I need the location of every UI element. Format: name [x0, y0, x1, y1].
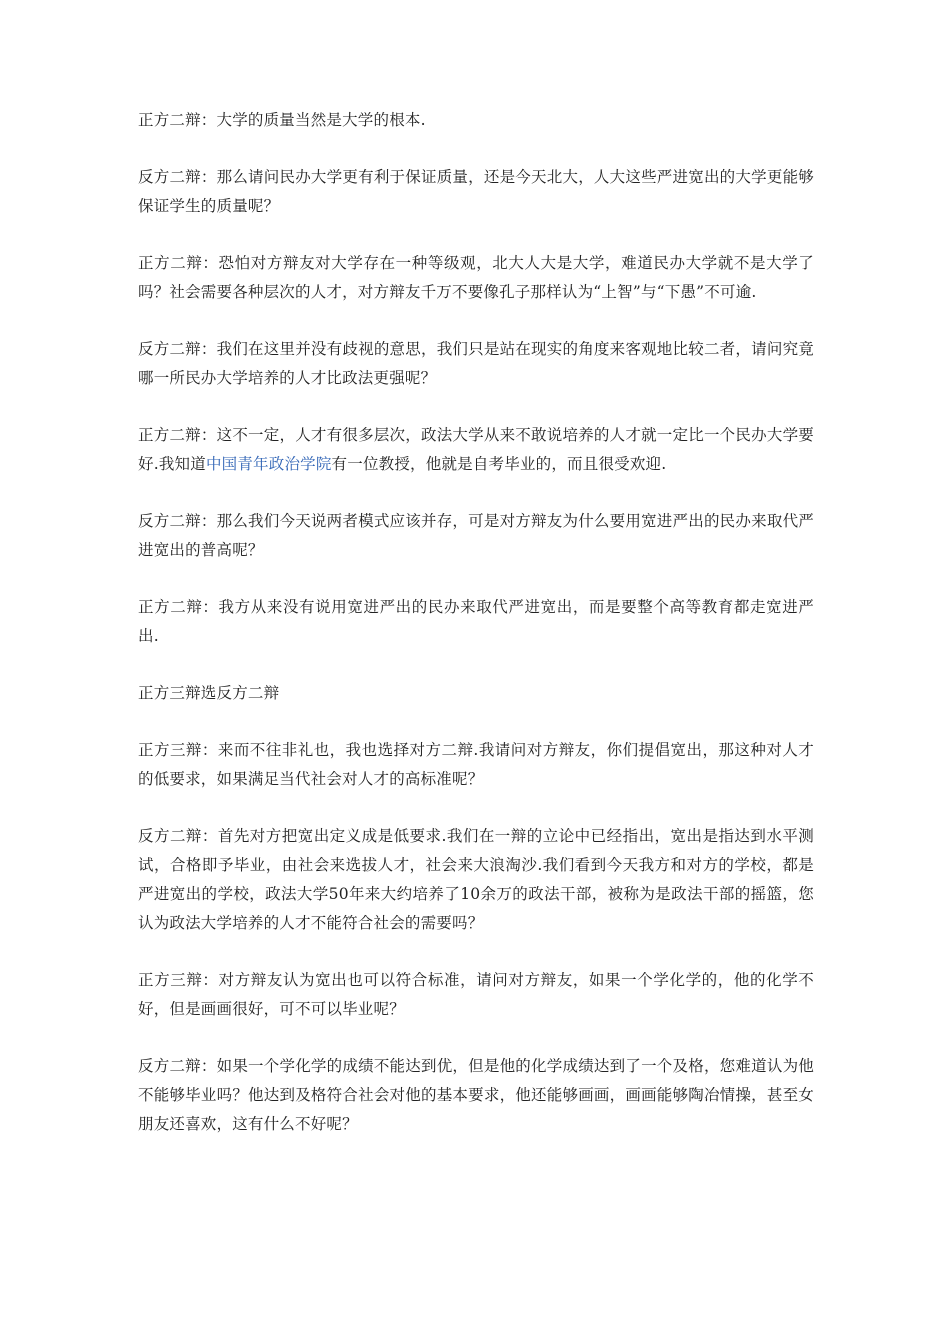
dialogue-paragraph — [138, 421, 814, 479]
dialogue-paragraph: 正方二辩：大学的质量当然是大学的根本. — [138, 111, 426, 129]
section-heading: 正方三辩选反方二辩 — [138, 684, 280, 702]
dialogue-paragraph: 反方二辩：那么请问民办大学更有利于保证质量，还是今天北大，人大这些严进宽出的大学更能够保证学生的质量呢？ — [138, 168, 814, 215]
dialogue-paragraph: 反方二辩：那么我们今天说两者模式应该并存，可是对方辩友为什么要用宽进严出的民办来取代严进宽出的普高呢？ — [138, 512, 814, 559]
dialogue-paragraph: 正方二辩：我方从来没有说用宽进严出的民办来取代严进宽出，而是要整个高等教育都走宽进严出. — [138, 598, 814, 645]
paragraph-text-before-link: 正方二辩：这不一定，人才有很多层次，政法大学从来不敢说培养的人才就一定比一个民办大学要好.我知道 — [138, 426, 814, 473]
school-link[interactable]: 中国青年政治学院 — [205, 455, 332, 473]
dialogue-paragraph: 反方二辩：如果一个学化学的成绩不能达到优，但是他的化学成绩达到了一个及格，您难道认为他不能够毕业吗？他达到及格符合社会对他的基本要求，他还能够画画，画画能够陶冶情操，甚至女朋友还喜欢，这有什么不好呢？ — [138, 1057, 814, 1133]
dialogue-paragraph: 正方三辩：对方辩友认为宽出也可以符合标准，请问对方辩友，如果一个学化学的，他的化学不好，但是画画很好，可不可以毕业呢？ — [138, 971, 814, 1018]
document-body — [138, 106, 814, 1167]
dialogue-paragraph: 反方二辩：首先对方把宽出定义成是低要求.我们在一辩的立论中已经指出，宽出是指达到水平测试，合格即予毕业，由社会来选拔人才，社会来大浪淘沙.我们看到今天我方和对方的学校，都是严进宽出的学校，政法大学50年来大约培养了10余万的政法干部，被称为是政法干部的摇篮，您认为政法大学培养的人才不能符合社会的需要吗？ — [138, 827, 814, 932]
dialogue-paragraph: 正方三辩：来而不往非礼也，我也选择对方二辩.我请问对方辩友，你们提倡宽出，那这种对人才的低要求，如果满足当代社会对人才的高标准呢？ — [138, 741, 814, 788]
dialogue-paragraph: 正方二辩：恐怕对方辩友对大学存在一种等级观，北大人大是大学，难道民办大学就不是大学了吗？社会需要各种层次的人才，对方辩友千万不要像孔子那样认为“上智”与“下愚”不可逾. — [138, 254, 814, 301]
dialogue-paragraph: 反方二辩：我们在这里并没有歧视的意思，我们只是站在现实的角度来客观地比较二者，请问究竟哪一所民办大学培养的人才比政法更强呢？ — [138, 340, 814, 387]
paragraph-text-after-link: 有一位教授，他就是自考毕业的，而且很受欢迎. — [331, 455, 667, 473]
